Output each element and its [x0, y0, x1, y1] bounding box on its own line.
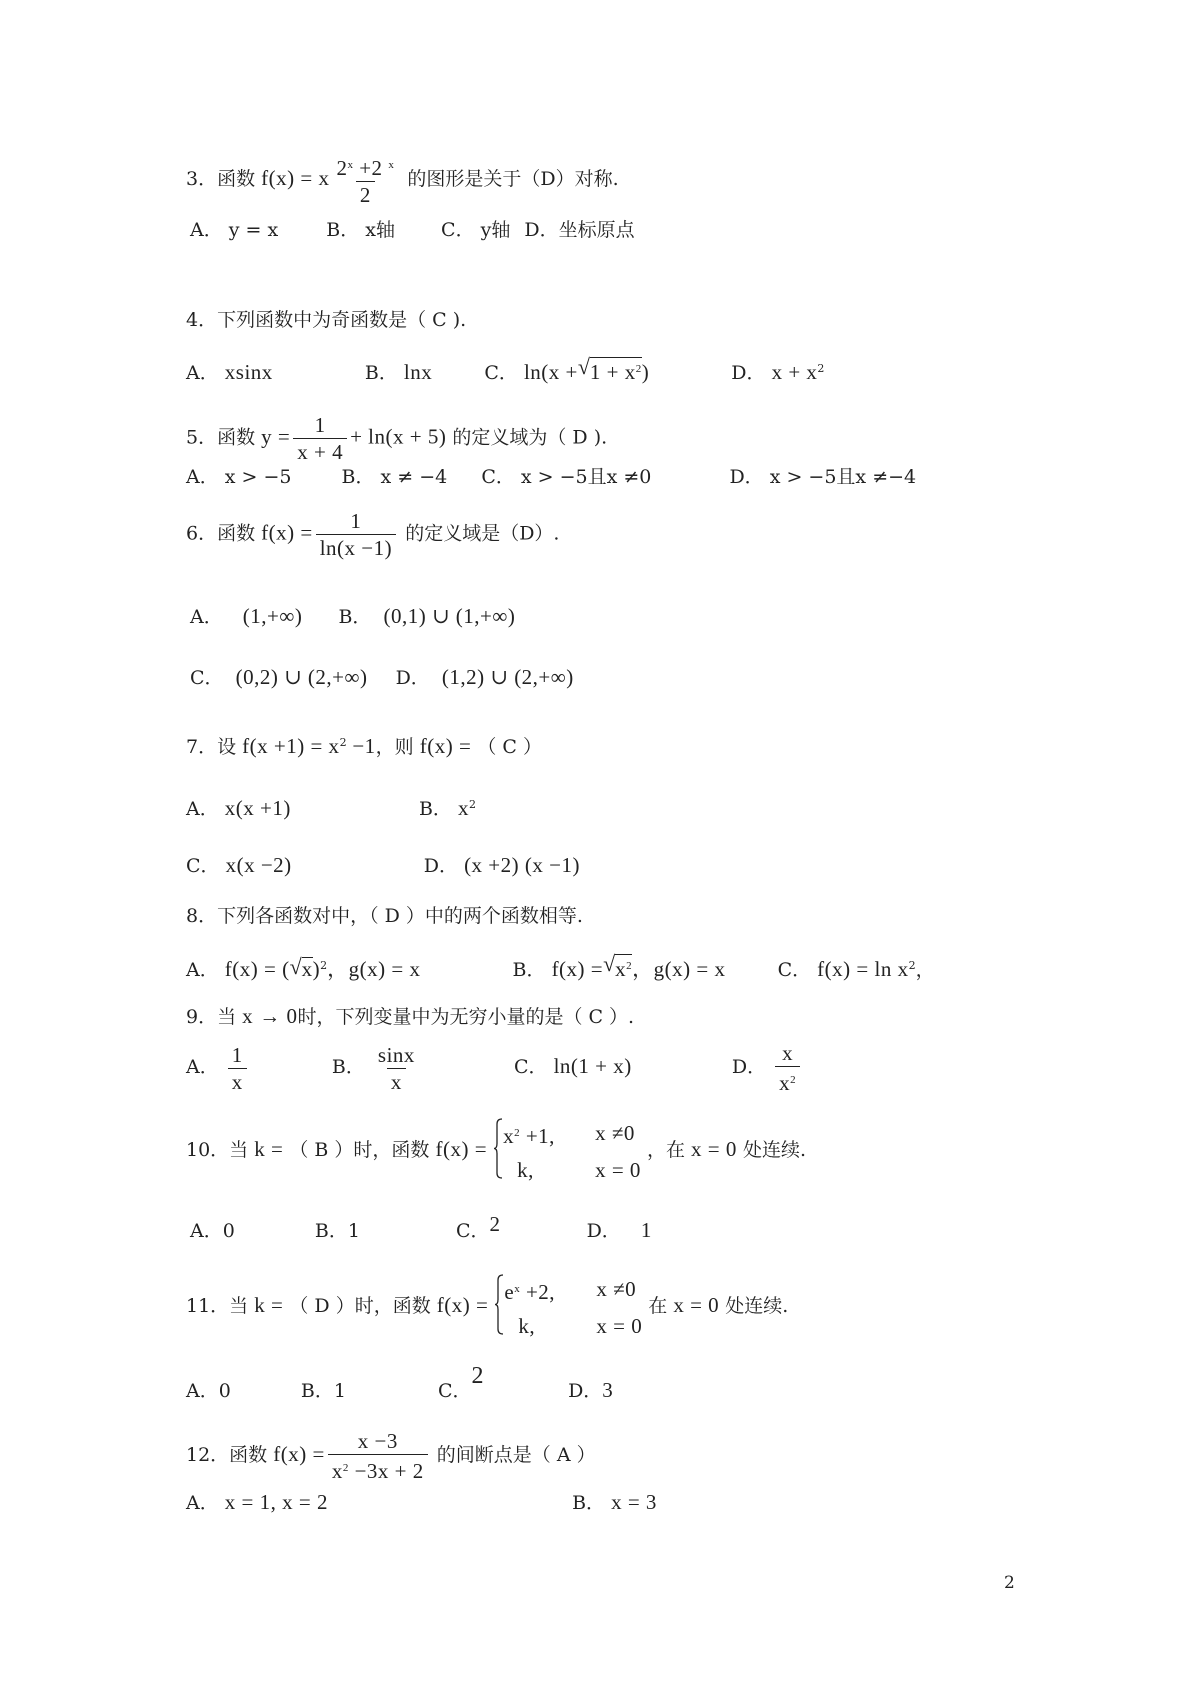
option-d-math: (1,2) ∪ (2,+∞)	[441, 665, 574, 689]
fraction	[374, 1042, 419, 1095]
denominator: ln(x −1)	[316, 534, 396, 561]
option-c-math: )	[641, 360, 650, 384]
option-c: C． x > −5且x ≠0	[481, 466, 652, 488]
case: k,	[517, 1157, 534, 1182]
options-q6-ab	[190, 604, 515, 629]
numerator: x	[782, 1041, 794, 1065]
option-d-label: D．	[423, 855, 459, 877]
option-b-label: B．	[572, 1492, 606, 1514]
math-expression: f(x) =	[261, 520, 313, 545]
option-d-math: (x +2) (x −1)	[464, 853, 580, 877]
option-d-label: D．	[395, 667, 430, 689]
question-4: 4．下列函数中为奇函数是（ C ).	[186, 309, 467, 331]
option-b: B．1	[300, 1380, 346, 1402]
radicand: x	[301, 957, 313, 981]
superscript: 2	[908, 959, 916, 972]
numerator: 1	[314, 413, 326, 437]
math-expression: y =	[261, 424, 291, 449]
option-c: C．	[437, 1380, 472, 1402]
question-text: 的图形是关于（D）对称.	[407, 168, 619, 190]
option-c: C．	[455, 1220, 490, 1242]
option-b-label: B．	[364, 362, 398, 384]
option-a-label: A．	[186, 362, 219, 384]
case	[503, 1121, 595, 1148]
option-a: A． x > −5	[186, 466, 292, 488]
case	[504, 1277, 596, 1304]
math-expression: f(x) = x	[261, 166, 330, 190]
option-a: A．0	[186, 1380, 231, 1402]
condition: x = 0	[596, 1313, 643, 1338]
question-text: ，则	[375, 736, 414, 758]
question-7	[186, 731, 542, 759]
question-number: 9．当	[186, 1006, 237, 1028]
superscript: 2	[514, 1126, 521, 1139]
question-text: 处连续.	[725, 1295, 789, 1317]
question-text: 处连续.	[742, 1139, 806, 1161]
option-d-math: 3	[602, 1378, 614, 1402]
question-6	[186, 508, 559, 561]
superscript: x	[514, 1282, 521, 1295]
denominator	[328, 1454, 428, 1484]
option-d: D．坐标原点	[524, 219, 635, 241]
fraction	[316, 508, 396, 561]
case-text: +1,	[520, 1123, 555, 1148]
option-a-label: A．	[186, 1492, 219, 1514]
question-9	[186, 1004, 634, 1029]
question-number: 10．当	[186, 1139, 249, 1161]
piecewise	[494, 1274, 642, 1340]
option-a: A． y = x	[190, 219, 279, 241]
question-number: 6．函数	[186, 522, 256, 545]
math-expression: f(x) =	[419, 734, 472, 758]
radicand	[590, 357, 642, 382]
options-q5	[186, 465, 916, 489]
fraction	[775, 1040, 800, 1096]
option-a-math: x = 1, x = 2	[224, 1490, 328, 1514]
denominator	[775, 1066, 800, 1096]
numerator-text: 2	[336, 156, 348, 180]
math-expression: + ln(x + 5)	[350, 424, 447, 449]
condition: x = 0	[595, 1157, 641, 1182]
options-q11	[186, 1363, 614, 1403]
option-b: B．1	[314, 1220, 360, 1242]
option-c-label: C．	[514, 1056, 548, 1078]
piecewise-rows	[503, 1121, 641, 1182]
condition: x ≠0	[595, 1120, 635, 1145]
math-expression: −1	[346, 734, 376, 758]
radical-sign: √	[289, 954, 303, 979]
option-c-math: f(x) = ln x	[817, 957, 909, 981]
math-expression: f(x) =	[435, 1137, 488, 1161]
radical-sign: √	[603, 951, 616, 976]
question-number: 7．设	[186, 736, 237, 758]
math-expression: x = 0	[673, 1293, 720, 1317]
option-a-label: A．	[186, 1056, 219, 1078]
option-c-math: (0,2) ∪ (2,+∞)	[235, 665, 368, 689]
case-text: x	[503, 1123, 515, 1148]
math-expression: → 0	[259, 1004, 298, 1028]
option-b-math: (0,1) ∪ (1,+∞)	[383, 604, 516, 628]
option-a-label: A．	[186, 959, 219, 981]
radicand-text: x	[615, 957, 627, 981]
numerator: 1	[350, 509, 362, 533]
option-c-math: ln(x +	[523, 360, 578, 384]
question-10	[186, 1118, 806, 1184]
question-number: 5．函数	[186, 426, 256, 449]
math-expression: x = 0	[691, 1137, 737, 1161]
question-3	[186, 152, 619, 208]
question-5	[186, 412, 607, 465]
answer: （ B ）时，函数	[289, 1139, 430, 1161]
superscript: 2	[790, 1074, 797, 1086]
option-c-math: ln(1 + x)	[553, 1054, 632, 1078]
options-q7-ab	[186, 793, 476, 821]
option-c-math: x(x −2)	[225, 853, 292, 877]
option-b-label: B．	[512, 959, 546, 981]
option-b-math: ，g(x) = x	[632, 957, 726, 981]
case-text: e	[504, 1279, 515, 1304]
option-d: D．	[568, 1380, 603, 1402]
superscript: 2	[320, 959, 328, 972]
fraction	[332, 152, 398, 208]
option-a-math: x(x +1)	[224, 796, 291, 820]
options-q12	[186, 1490, 657, 1515]
denominator: x	[228, 1068, 247, 1095]
question-11	[186, 1274, 788, 1340]
question-number: 11．当	[186, 1295, 249, 1317]
sqrt	[289, 954, 313, 981]
fraction	[293, 412, 347, 465]
option-c-math: ，	[915, 959, 935, 981]
option-c: C． y轴	[441, 219, 511, 241]
fraction	[328, 1428, 428, 1484]
piecewise-rows	[504, 1277, 642, 1338]
question-text: 的定义域是（D）.	[405, 522, 560, 545]
numerator-text: +2	[353, 156, 389, 180]
option-d-math: 1	[640, 1218, 652, 1242]
option-c-math: 2	[471, 1363, 485, 1389]
superscript: 2	[468, 798, 476, 811]
option-c-label: C．	[777, 959, 812, 981]
math-expression: k =	[254, 1293, 284, 1317]
option-a-math: xsinx	[224, 360, 273, 384]
piecewise	[493, 1118, 641, 1184]
options-q10	[190, 1212, 652, 1243]
page-number: 2	[1004, 1573, 1015, 1593]
option-d-label: D．	[731, 1056, 767, 1078]
option-d: D．	[586, 1220, 621, 1242]
question-text: 的间断点是（ A ）	[436, 1444, 596, 1466]
option-d-math: x + x	[771, 360, 818, 384]
question-text: 在	[648, 1295, 668, 1317]
numerator: sinx	[377, 1042, 415, 1067]
denominator-text: x	[331, 1459, 343, 1483]
numerator	[332, 152, 398, 181]
fraction	[228, 1042, 247, 1095]
answer: （ C ）	[477, 736, 542, 758]
math-expression: x	[242, 1004, 254, 1028]
question-text: 时，下列变量中为无穷小量的是（ C ）.	[297, 1006, 635, 1028]
options-q9	[186, 1040, 803, 1096]
option-b-label: B．	[331, 1056, 365, 1078]
radical-sign: √	[577, 354, 591, 379]
option-b-label: B．	[418, 798, 452, 820]
case-text: +2,	[520, 1279, 556, 1304]
math-expression: f(x +1) = x	[242, 734, 340, 758]
option-b: B． x轴	[326, 219, 395, 241]
option-a-math: f(x) = (	[224, 957, 290, 981]
denominator: x + 4	[293, 438, 347, 465]
option-c-math: 2	[489, 1212, 501, 1236]
options-q8	[186, 951, 935, 982]
sqrt	[577, 354, 642, 384]
math-expression: f(x) =	[273, 1442, 325, 1466]
superscript: 2	[339, 736, 347, 749]
superscript: 2	[626, 960, 633, 972]
superscript: 2	[635, 363, 642, 375]
option-d-label: D．	[731, 362, 766, 384]
option-a-math: ，g(x) = x	[327, 957, 421, 981]
superscript: 2	[817, 362, 825, 375]
option-d: D． x > −5且x ≠−4	[729, 466, 917, 488]
options-q3	[190, 218, 635, 242]
denominator-text: x	[779, 1071, 791, 1095]
superscript: x	[347, 159, 354, 171]
option-b-math: lnx	[403, 360, 433, 384]
option-a-math: (1,+∞)	[242, 604, 303, 628]
question-text: 的定义域为（ D ).	[452, 426, 608, 449]
question-text: ，在	[646, 1139, 685, 1161]
denominator-text: −3x + 2	[348, 1459, 424, 1483]
denominator: x	[387, 1068, 406, 1095]
option-a: A．0	[190, 1220, 235, 1242]
options-q6-cd	[190, 665, 574, 690]
option-a-label: A．	[186, 798, 219, 820]
option-b-label: B．	[338, 606, 372, 628]
option-a-math: )	[312, 957, 321, 981]
superscript: x	[388, 159, 395, 171]
option-b: B． x ≠ −4	[341, 466, 448, 488]
option-b-math: x = 3	[611, 1490, 657, 1514]
question-8: 8．下列各函数对中，（ D ）中的两个函数相等.	[186, 905, 583, 927]
option-c-label: C．	[186, 855, 220, 877]
math-expression: k =	[254, 1137, 284, 1161]
question-number: 12．函数	[186, 1444, 268, 1466]
math-expression: f(x) =	[436, 1293, 489, 1317]
option-a-label: A．	[190, 606, 223, 628]
option-b-math: f(x) =	[551, 957, 604, 981]
case: k,	[518, 1313, 536, 1338]
option-c-label: C．	[484, 362, 518, 384]
sqrt	[603, 951, 633, 981]
numerator: x −3	[357, 1429, 398, 1453]
superscript: 2	[342, 1462, 349, 1474]
numerator: 1	[231, 1042, 243, 1067]
radicand-text: 1 + x	[589, 360, 636, 384]
question-number: 3．函数	[186, 168, 256, 190]
options-q4	[186, 354, 825, 385]
answer: （ D ）时，函数	[289, 1295, 431, 1317]
condition: x ≠0	[596, 1276, 637, 1301]
options-q7-cd	[186, 853, 580, 878]
option-b-math: x	[457, 796, 469, 820]
radicand	[615, 954, 632, 979]
question-12	[186, 1428, 596, 1484]
denominator: 2	[356, 181, 375, 208]
option-c-label: C．	[190, 667, 224, 689]
